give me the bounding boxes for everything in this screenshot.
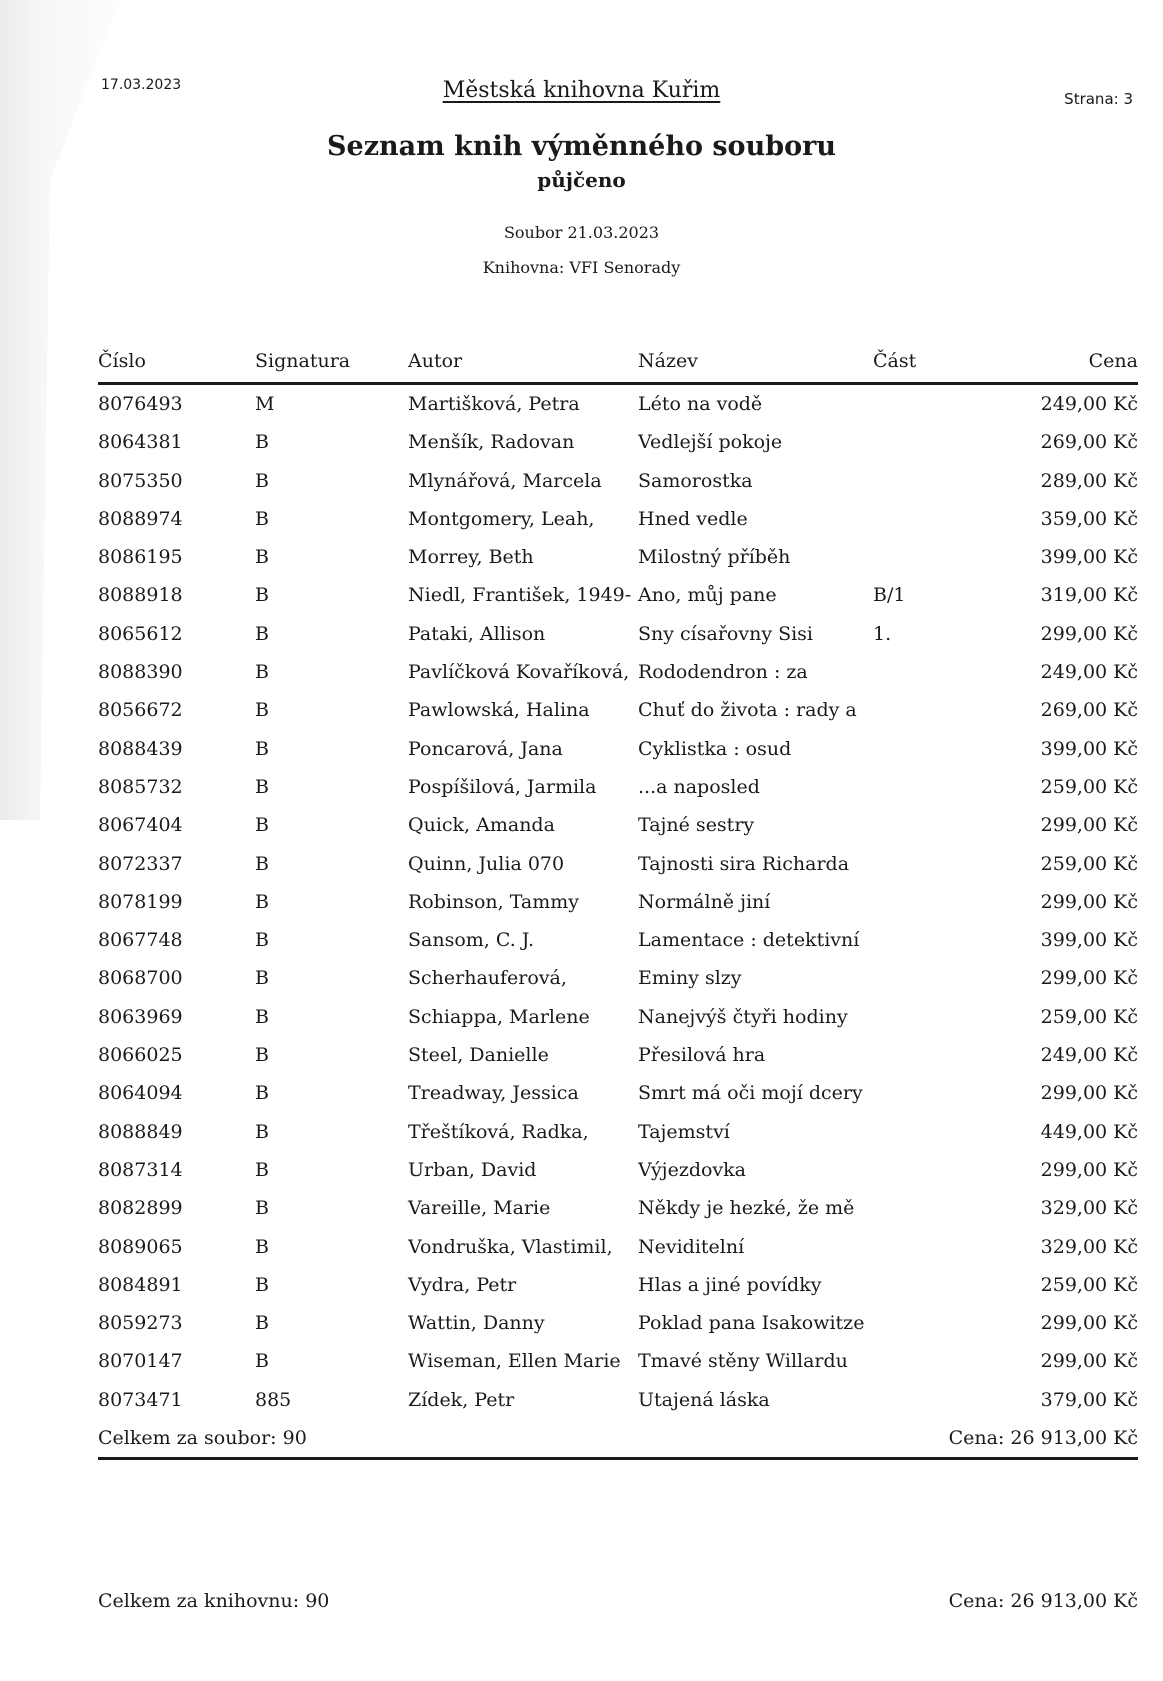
cell-signatura: B [255,1044,269,1067]
cell-autor: Scherhauferová, [408,967,567,990]
cell-signatura: M [255,393,275,415]
cell-nazev: Přesilová hra [638,1044,766,1067]
cell-autor: Morrey, Beth [408,546,534,569]
cell-autor: Vondruška, Vlastimil, [408,1235,613,1258]
set-summary [98,1427,1138,1460]
cell-nazev: Normálně jiní [638,890,771,913]
column-header-cena: Cena [1088,350,1138,372]
cell-nazev: Tmavé stěny Willardu [638,1350,848,1373]
document-subtitle: půjčeno [537,168,626,192]
table-row [98,1159,1138,1197]
cell-cislo: 8088974 [98,507,183,530]
cell-cena: 299,00 Kč [1040,814,1138,837]
cell-cislo: 8088390 [98,661,183,684]
cell-autor: Vydra, Petr [408,1273,517,1296]
cell-autor: Montgomery, Leah, [408,507,595,530]
cell-cislo: 8056672 [98,699,183,722]
cell-nazev: Výjezdovka [638,1158,747,1181]
print-date: 17.03.2023 [101,77,182,93]
table-row [98,1389,1138,1427]
cell-cislo: 8088918 [98,584,183,607]
cell-nazev: Poklad pana Isakowitze [638,1312,865,1335]
cell-cislo: 8088849 [98,1120,183,1143]
cell-nazev: Hned vedle [638,507,748,530]
cell-signatura: B [255,699,269,722]
table-row [98,1044,1138,1082]
cell-signatura: B [255,661,269,684]
table-row [98,393,1138,431]
cell-cena: 299,00 Kč [1040,1312,1138,1335]
cell-signatura: B [255,852,269,875]
cell-signatura: B [255,1350,269,1373]
library-total-price: Cena: 26 913,00 Kč [948,1590,1138,1612]
cell-signatura: B [255,1197,269,1220]
cell-signatura: B [255,775,269,798]
cell-cislo: 8086195 [98,546,183,569]
cell-autor: Martišková, Petra [408,393,580,415]
cell-signatura: B [255,546,269,569]
cell-cislo: 8082899 [98,1197,183,1220]
table-row [98,776,1138,814]
cell-autor: Schiappa, Marlene [408,1005,590,1028]
cell-autor: Menšík, Radovan [408,431,575,454]
set-label: Soubor 21.03.2023 [503,223,660,242]
cell-nazev: Nanejvýš čtyři hodiny [638,1005,848,1028]
organization-name [0,78,1163,103]
cell-nazev: Lamentace : detektivní [638,929,860,952]
cell-signatura: B [255,1273,269,1296]
cell-nazev: ...a naposled [638,775,760,798]
cell-cislo: 8072337 [98,852,183,875]
table-row [98,1236,1138,1274]
cell-autor: Steel, Danielle [408,1044,549,1067]
table-row [98,1082,1138,1120]
table-row [98,1350,1138,1388]
cell-cislo: 8085732 [98,775,183,798]
cell-nazev: Sny císařovny Sisi [638,622,814,645]
cell-cena: 289,00 Kč [1040,469,1138,492]
table-row [98,1312,1138,1350]
cell-signatura: B [255,431,269,454]
cell-nazev: Hlas a jiné povídky [638,1273,822,1296]
cell-nazev: Utajená láska [638,1388,770,1411]
table-row [98,1006,1138,1044]
cell-cislo: 8088439 [98,737,183,760]
table-row [98,546,1138,584]
cell-cislo: 8076493 [98,393,183,415]
cell-nazev: Vedlejší pokoje [638,431,783,454]
cell-signatura: B [255,1235,269,1258]
table-row [98,470,1138,508]
cell-nazev: Smrt má oči mojí dcery [638,1082,863,1105]
table-row [98,853,1138,891]
cell-cena: 399,00 Kč [1040,929,1138,952]
cell-nazev: Eminy slzy [638,967,742,990]
cell-cena: 269,00 Kč [1040,699,1138,722]
cell-nazev: Chuť do života : rady a [638,699,857,722]
table-row [98,1121,1138,1159]
cell-autor: Robinson, Tammy [408,890,580,913]
cell-nazev: Ano, můj pane [638,584,777,607]
library-label: Knihovna: VFI Senorady [482,258,681,277]
cell-signatura: B [255,737,269,760]
cell-cena: 249,00 Kč [1040,1044,1138,1067]
table-row [98,929,1138,967]
cell-cena: 399,00 Kč [1040,546,1138,569]
cell-cislo: 8075350 [98,469,183,492]
cell-autor: Quick, Amanda [408,814,555,837]
cell-cena: 249,00 Kč [1040,661,1138,684]
cell-cena: 319,00 Kč [1040,584,1138,607]
cell-cena: 299,00 Kč [1040,967,1138,990]
cell-signatura: B [255,929,269,952]
cell-signatura: B [255,1312,269,1335]
table-row [98,891,1138,929]
organization-name-text: Městská knihovna Kuřim [442,78,721,103]
table-row [98,661,1138,699]
cell-cena: 299,00 Kč [1040,1350,1138,1373]
cell-cislo: 8067404 [98,814,183,837]
cell-cena: 299,00 Kč [1040,890,1138,913]
cell-autor: Pataki, Allison [408,622,546,645]
cell-cislo: 8064094 [98,1082,183,1105]
cell-cena: 329,00 Kč [1040,1235,1138,1258]
set-total-count: Celkem za soubor: 90 [98,1427,307,1449]
cell-signatura: B [255,622,269,645]
cell-signatura: B [255,469,269,492]
cell-cislo: 8087314 [98,1158,183,1181]
cell-nazev: Neviditelní [638,1235,745,1258]
cell-cena: 269,00 Kč [1040,431,1138,454]
cell-cena: 259,00 Kč [1040,1005,1138,1028]
cell-autor: Niedl, František, 1949- [408,584,632,607]
cell-cena: 379,00 Kč [1040,1388,1138,1411]
cell-nazev: Tajnosti sira Richarda [638,852,850,875]
cell-cislo: 8059273 [98,1312,183,1335]
cell-cena: 259,00 Kč [1040,852,1138,875]
table-row [98,1274,1138,1312]
column-header-cislo: Číslo [98,350,146,372]
cell-cena: 329,00 Kč [1040,1197,1138,1220]
cell-cislo: 8070147 [98,1350,183,1373]
cell-signatura: B [255,1005,269,1028]
cell-signatura: B [255,507,269,530]
set-total-price: Cena: 26 913,00 Kč [948,1427,1138,1449]
cell-signatura: B [255,814,269,837]
cell-nazev: Léto na vodě [638,393,763,415]
cell-cena: 449,00 Kč [1040,1120,1138,1143]
cell-autor: Třeštíková, Radka, [408,1120,589,1143]
table-body [98,393,1138,1427]
page-number: Strana: 3 [1064,90,1133,108]
cell-autor: Pavlíčková Kovaříková, [408,661,630,684]
column-header-nazev: Název [638,350,698,372]
table-row [98,584,1138,622]
table-row [98,699,1138,737]
cell-nazev: Někdy je hezké, že mě [638,1197,855,1220]
books-table [98,346,1138,1427]
cell-cislo: 8063969 [98,1005,183,1028]
column-header-signatura: Signatura [255,350,351,372]
cell-cena: 249,00 Kč [1040,393,1138,415]
document-title: Seznam knih výměnného souboru [327,131,836,162]
cell-autor: Pawlowská, Halina [408,699,590,722]
cell-autor: Urban, David [408,1158,537,1181]
table-row [98,967,1138,1005]
cell-cast: B/1 [873,584,906,607]
cell-signatura: B [255,1158,269,1181]
cell-cena: 259,00 Kč [1040,1273,1138,1296]
column-header-autor: Autor [408,350,463,372]
cell-cislo: 8068700 [98,967,183,990]
cell-nazev: Milostný příběh [638,546,791,569]
library-total-count: Celkem za knihovnu: 90 [98,1590,330,1612]
cell-autor: Poncarová, Jana [408,737,563,760]
cell-autor: Wattin, Danny [408,1312,545,1335]
table-row [98,431,1138,469]
cell-cena: 259,00 Kč [1040,775,1138,798]
cell-cislo: 8084891 [98,1273,183,1296]
cell-cislo: 8089065 [98,1235,183,1258]
cell-autor: Quinn, Julia 070 [408,852,565,875]
table-row [98,623,1138,661]
cell-cislo: 8066025 [98,1044,183,1067]
cell-autor: Wiseman, Ellen Marie [408,1350,621,1373]
cell-autor: Treadway, Jessica [408,1082,579,1105]
cell-autor: Vareille, Marie [408,1197,551,1220]
cell-signatura: B [255,1120,269,1143]
cell-cena: 299,00 Kč [1040,622,1138,645]
cell-cislo: 8078199 [98,890,183,913]
cell-cislo: 8064381 [98,431,183,454]
cell-cena: 399,00 Kč [1040,737,1138,760]
cell-nazev: Cyklistka : osud [638,737,792,760]
cell-autor: Mlynářová, Marcela [408,469,602,492]
table-row [98,1197,1138,1235]
cell-cast: 1. [873,622,892,645]
table-header [98,346,1138,385]
cell-signatura: B [255,890,269,913]
cell-signatura: B [255,584,269,607]
table-row [98,508,1138,546]
table-row [98,814,1138,852]
cell-signatura: B [255,967,269,990]
cell-signatura: 885 [255,1388,292,1411]
cell-cislo: 8067748 [98,929,183,952]
cell-cena: 299,00 Kč [1040,1082,1138,1105]
cell-signatura: B [255,1082,269,1105]
cell-cislo: 8065612 [98,622,183,645]
cell-cislo: 8073471 [98,1388,183,1411]
cell-cena: 359,00 Kč [1040,507,1138,530]
table-row [98,738,1138,776]
cell-autor: Pospíšilová, Jarmila [408,775,597,798]
cell-nazev: Tajemství [638,1120,730,1143]
cell-nazev: Rododendron : za [638,661,808,684]
cell-autor: Sansom, C. J. [408,929,534,952]
column-header-cast: Část [873,350,917,372]
cell-cena: 299,00 Kč [1040,1158,1138,1181]
cell-nazev: Tajné sestry [638,814,755,837]
cell-nazev: Samorostka [638,469,753,492]
cell-autor: Zídek, Petr [408,1388,515,1411]
